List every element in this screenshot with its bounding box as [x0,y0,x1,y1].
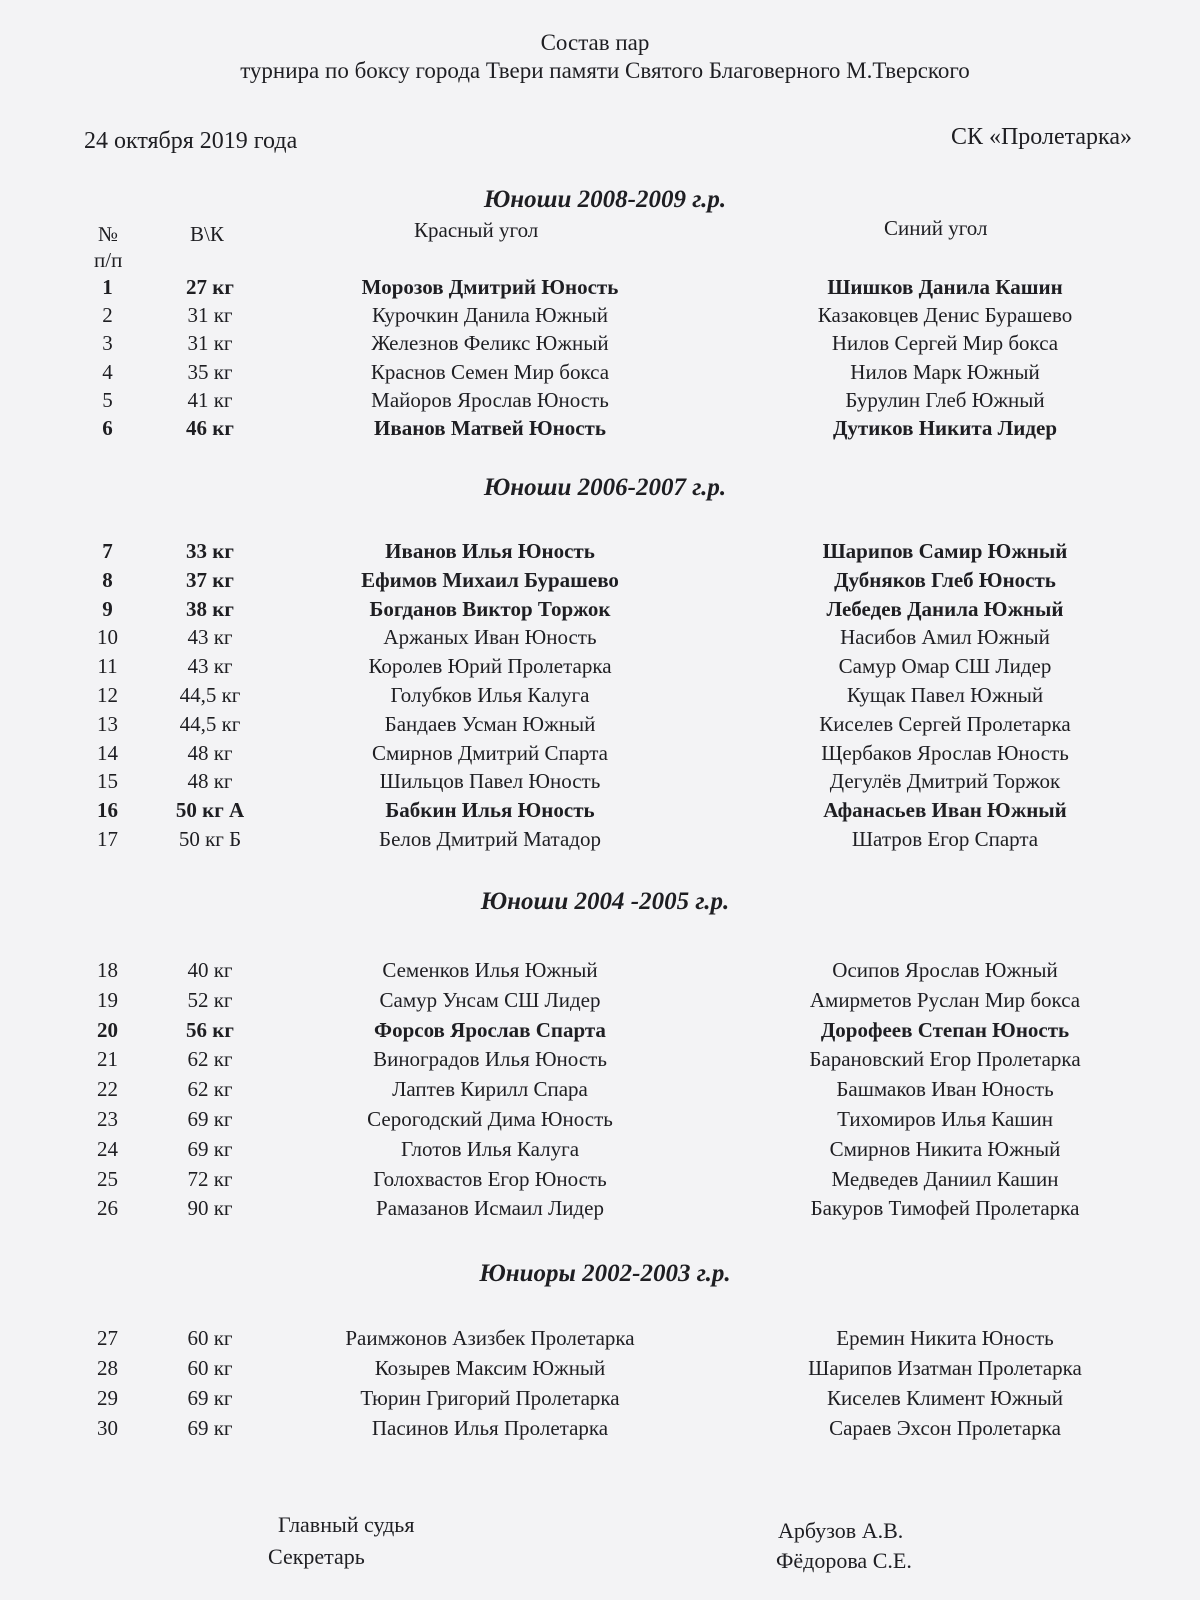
blue-corner-boxer: Тихомиров Илья Кашин [837,1107,1053,1131]
pair-number: 16 [97,798,118,823]
blue-corner-boxer: Самур Омар СШ Лидер [838,654,1052,679]
blue-corner-boxer: Смирнов Никита Южный [829,1136,1061,1161]
blue-corner-boxer: Киселев Климент Южный [826,1386,1064,1410]
red-corner-boxer: Бабкин Илья Юность [385,798,595,823]
red-corner-boxer: Шильцов Павел Юность [379,769,601,794]
blue-corner-boxer: Нилов Сергей Мир бокса [831,331,1059,356]
pair-number: 24 [97,1136,118,1161]
section-title: Юноши 2008-2009 г.р. [483,186,727,213]
weight-class: 37 кг [186,567,234,592]
red-corner-boxer: Семенков Илья Южный [382,958,598,982]
pair-row [0,1018,1200,1046]
blue-corner-boxer: Дорофеев Степан Юность [820,1017,1070,1042]
pair-row [0,1326,1200,1354]
chief-judge-name: Арбузов А.В. [778,1518,904,1543]
pair-row [0,331,1200,359]
pair-row [0,654,1200,682]
pair-row [0,1386,1200,1414]
red-corner-boxer: Самур Унсам СШ Лидер [379,987,601,1012]
blue-corner-boxer: Киселев Сергей Пролетарка [819,711,1071,736]
blue-corner-boxer: Афанасьев Иван Южный [823,798,1067,823]
pair-row [0,1167,1200,1195]
pair-row [0,958,1200,986]
pair-number: 5 [102,387,113,412]
weight-class: 48 кг [187,769,233,794]
blue-corner-boxer: Осипов Ярослав Южный [832,958,1058,982]
pair-number: 23 [97,1107,118,1131]
weight-class: 38 кг [186,596,234,621]
red-corner-boxer: Тюрин Григорий Пролетарка [360,1386,620,1410]
pair-row [0,303,1200,331]
red-corner-boxer: Голубков Илья Калуга [390,683,590,707]
red-corner-boxer: Иванов Матвей Юность [374,416,606,440]
pair-number: 10 [97,625,118,650]
document-subtitle: турнира по боксу города Твери памяти Святого Благоверного М.Тверского [240,58,970,83]
blue-corner-boxer: Бакуров Тимофей Пролетарка [810,1196,1080,1221]
weight-class: 69 кг [187,1386,233,1410]
blue-corner-boxer: Насибов Амил Южный [840,625,1050,650]
blue-corner-boxer: Дегулёв Дмитрий Торжок [829,769,1061,794]
pair-number: 6 [102,416,113,440]
red-corner-boxer: Железнов Феликс Южный [371,331,609,356]
red-corner-boxer: Майоров Ярослав Юность [371,387,609,412]
blue-corner-boxer: Нилов Марк Южный [850,359,1040,384]
pair-number: 4 [102,359,113,384]
weight-class: 44,5 кг [179,711,241,736]
weight-class: 52 кг [187,987,233,1012]
pair-number: 2 [102,303,113,328]
red-corner-boxer: Белов Дмитрий Матадор [379,827,601,851]
pair-row [0,1196,1200,1224]
pair-row [0,275,1200,303]
blue-corner-boxer: Башмаков Иван Юность [836,1077,1054,1102]
pair-number: 20 [97,1017,118,1042]
pair-row [0,597,1200,625]
red-corner-boxer: Рамазанов Исмаил Лидер [376,1196,604,1221]
section-title: Юноши 2004 -2005 г.р. [480,888,730,915]
weight-class: 27 кг [186,275,234,299]
pair-row [0,683,1200,711]
column-header-blue-corner: Синий угол [884,216,988,240]
red-corner-boxer: Голохвастов Егор Юность [373,1166,607,1191]
section-title: Юноши 2006-2007 г.р. [483,474,727,501]
pair-number: 29 [97,1386,118,1410]
pair-number: 27 [97,1326,118,1350]
red-corner-boxer: Краснов Семен Мир бокса [370,359,610,384]
event-venue: СК «Пролетарка» [950,124,1132,150]
pair-number: 9 [102,596,113,621]
red-corner-boxer: Смирнов Дмитрий Спарта [372,740,608,765]
red-corner-boxer: Аржаных Иван Юность [383,625,597,650]
red-corner-boxer: Виноградов Илья Юность [373,1047,607,1072]
pair-number: 7 [102,539,113,563]
blue-corner-boxer: Барановский Егор Пролетарка [809,1047,1081,1072]
weight-class: 50 кг Б [178,827,242,851]
blue-corner-boxer: Медведев Даниил Кашин [831,1166,1059,1191]
pair-number: 18 [97,958,118,982]
red-corner-boxer: Раимжонов Азизбек Пролетарка [345,1326,635,1350]
weight-class: 43 кг [187,625,233,650]
blue-corner-boxer: Шарипов Самир Южный [822,539,1068,563]
blue-corner-boxer: Сараев Эхсон Пролетарка [829,1416,1061,1440]
blue-corner-boxer: Бурулин Глеб Южный [845,387,1045,412]
weight-class: 60 кг [187,1356,233,1380]
pair-number: 13 [97,711,118,736]
blue-corner-boxer: Казаковцев Денис Бурашево [817,303,1073,328]
red-corner-boxer: Козырев Максим Южный [374,1356,606,1380]
red-corner-boxer: Серогодский Дима Юность [367,1107,613,1131]
event-date: 24 октября 2019 года [84,128,298,154]
blue-corner-boxer: Щербаков Ярослав Юность [821,740,1069,765]
weight-class: 44,5 кг [179,683,241,707]
blue-corner-boxer: Кущак Павел Южный [846,683,1044,707]
red-corner-boxer: Форсов Ярослав Спарта [374,1017,606,1042]
weight-class: 33 кг [186,539,234,563]
weight-class: 69 кг [187,1136,233,1161]
pair-row [0,827,1200,855]
pair-row [0,741,1200,769]
weight-class: 46 кг [186,416,234,440]
pair-row [0,1356,1200,1384]
column-header-red-corner: Красный угол [414,218,539,242]
weight-class: 48 кг [187,740,233,765]
pair-row [0,360,1200,388]
pair-number: 11 [97,654,118,679]
pair-number: 14 [97,740,118,765]
pair-number: 19 [97,987,118,1012]
pair-row [0,988,1200,1016]
red-corner-boxer: Лаптев Кирилл Спара [392,1077,588,1102]
document-title: Состав пар [540,30,650,55]
blue-corner-boxer: Шатров Егор Спарта [851,827,1039,851]
pair-row [0,568,1200,596]
pair-number: 1 [102,275,113,299]
section-title: Юниоры 2002-2003 г.р. [479,1260,731,1287]
red-corner-boxer: Ефимов Михаил Бурашево [361,567,619,592]
weight-class: 62 кг [187,1077,233,1102]
blue-corner-boxer: Дубняков Глеб Юность [834,567,1056,592]
weight-class: 50 кг А [175,798,245,823]
pair-number: 25 [97,1166,118,1191]
pair-number: 22 [97,1077,118,1102]
pair-number: 26 [97,1196,118,1221]
column-header-number-sub: п/п [94,248,123,272]
secretary-label: Секретарь [268,1544,365,1569]
pair-number: 15 [97,769,118,794]
weight-class: 43 кг [187,654,233,679]
red-corner-boxer: Морозов Дмитрий Юность [361,275,619,299]
weight-class: 90 кг [187,1196,233,1221]
pair-number: 21 [97,1047,118,1072]
blue-corner-boxer: Дутиков Никита Лидер [832,416,1058,440]
red-corner-boxer: Курочкин Данила Южный [372,303,608,328]
pair-number: 17 [97,827,118,851]
red-corner-boxer: Богданов Виктор Торжок [369,596,611,621]
pair-row [0,388,1200,416]
pair-row [0,712,1200,740]
pair-row [0,416,1200,444]
chief-judge-label: Главный судья [278,1512,415,1537]
red-corner-boxer: Иванов Илья Юность [385,539,595,563]
red-corner-boxer: Королев Юрий Пролетарка [368,654,612,679]
blue-corner-boxer: Амирметов Руслан Мир бокса [809,987,1081,1012]
red-corner-boxer: Глотов Илья Калуга [400,1136,580,1161]
blue-corner-boxer: Лебедев Данила Южный [826,596,1064,621]
pair-number: 30 [97,1416,118,1440]
weight-class: 69 кг [187,1107,233,1131]
weight-class: 62 кг [187,1047,233,1072]
blue-corner-boxer: Еремин Никита Юность [836,1326,1054,1350]
pair-number: 12 [97,683,118,707]
pair-row [0,1047,1200,1075]
weight-class: 56 кг [186,1017,234,1042]
blue-corner-boxer: Шарипов Изатман Пролетарка [808,1356,1082,1380]
secretary-name: Фёдорова С.Е. [776,1548,912,1573]
weight-class: 31 кг [187,331,233,356]
column-header-weight: В\К [190,222,224,246]
pair-number: 28 [97,1356,118,1380]
weight-class: 60 кг [187,1326,233,1350]
weight-class: 72 кг [187,1166,233,1191]
pair-number: 8 [102,567,113,592]
column-header-number: № [98,222,119,246]
pair-row [0,1107,1200,1135]
weight-class: 69 кг [187,1416,233,1440]
pair-row [0,769,1200,797]
weight-class: 41 кг [187,387,233,412]
pair-row [0,1137,1200,1165]
pair-row [0,1077,1200,1105]
weight-class: 31 кг [187,303,233,328]
pair-row [0,798,1200,826]
pair-number: 3 [102,331,113,356]
blue-corner-boxer: Шишков Данила Кашин [827,275,1063,299]
red-corner-boxer: Бандаев Усман Южный [384,711,596,736]
weight-class: 40 кг [187,958,233,982]
pair-row [0,539,1200,567]
weight-class: 35 кг [187,359,233,384]
pair-row [0,625,1200,653]
pair-row [0,1416,1200,1444]
red-corner-boxer: Пасинов Илья Пролетарка [371,1416,609,1440]
